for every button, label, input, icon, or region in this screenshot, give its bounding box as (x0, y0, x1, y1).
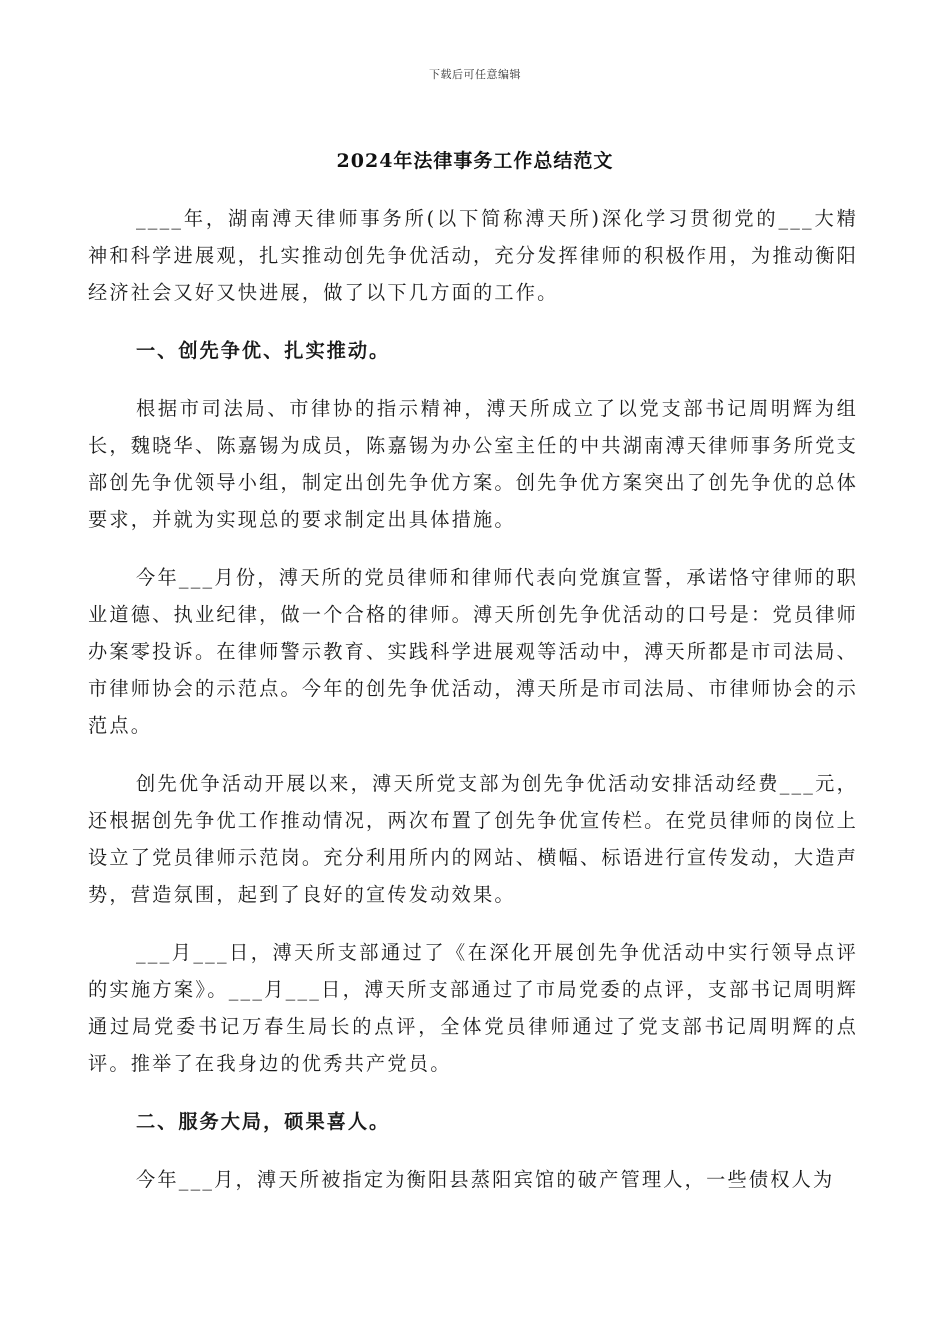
document-body (88, 200, 858, 1219)
paragraph-intro: ____年，湖南溥天律师事务所(以下简称溥天所)深化学习贯彻党的___大精神和科学进展观，扎实推动创先争优活动，充分发挥律师的积极作用，为推动衡阳经济社会又好又快进展，做了以下几方面的工作。 (88, 207, 858, 304)
paragraph: 创先优争活动开展以来，溥天所党支部为创先争优活动安排活动经费___元，还根据创先争优工作推动情况，两次布置了创先争优宣传栏。在党员律师的岗位上设立了党员律师示范岗。充分利用所内的网站、横幅、标语进行宣传发动，大造声势，营造氛围，起到了良好的宣传发动效果。 (88, 772, 858, 906)
section-heading-1: 一、创先争优、扎实推动。 (136, 339, 391, 362)
paragraph: 今年___月，溥天所被指定为衡阳县蒸阳宾馆的破产管理人，一些债权人为 (136, 1168, 835, 1191)
paragraph: 今年___月份，溥天所的党员律师和律师代表向党旗宣誓，承诺恪守律师的职业道德、执业纪律，做一个合格的律师。溥天所创先争优活动的口号是：党员律师办案零投诉。在律师警示教育、实践科学进展观等活动中，溥天所都是市司法局、市律师协会的示范点。今年的创先争优活动，溥天所是市司法局、市律师协会的示范点。 (88, 566, 858, 737)
document-title: 2024年法律事务工作总结范文 (336, 150, 614, 172)
paragraph: ___月___日，溥天所支部通过了《在深化开展创先争优活动中实行领导点评的实施方案》。___月___日，溥天所支部通过了市局党委的点评，支部书记周明辉通过局党委书记万春生局长的点评，全体党员律师通过了党支部书记周明辉的点评。推举了在我身边的优秀共产党员。 (88, 941, 858, 1075)
paragraph: 根据市司法局、市律协的指示精神，溥天所成立了以党支部书记周明辉为组长，魏晓华、陈嘉锡为成员，陈嘉锡为办公室主任的中共湖南溥天律师事务所党支部创先争优领导小组，制定出创先争优方案。创先争优方案突出了创先争优的总体要求，并就为实现总的要求制定出具体措施。 (88, 397, 858, 531)
header-note: 下载后可任意编辑 (429, 68, 521, 81)
section-heading-2: 二、服务大局，硕果喜人。 (136, 1110, 391, 1133)
